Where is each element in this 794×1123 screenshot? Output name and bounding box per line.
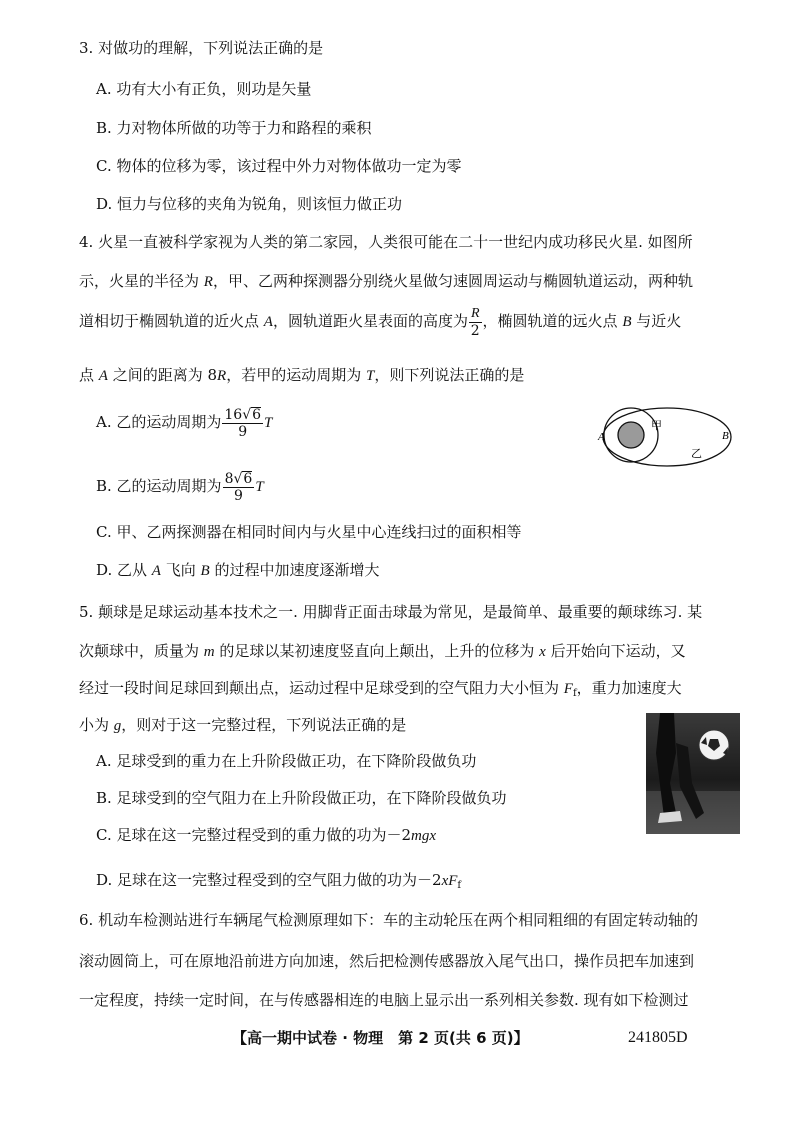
fraction-r-over-2: $\frac{R}{2}$: [470, 305, 480, 339]
fraction-16-root6-over-9: $\frac{16√6}{9}$: [224, 406, 262, 440]
q3-option-d: D. 恒力与位移的夹角为锐角，则该恒力做正功: [96, 195, 403, 213]
q5-stem-line3: 经过一段时间足球回到颠出点，运动过程中足球受到的空气阻力大小恒为 $F_f$，重力加速度大: [79, 679, 682, 699]
soccer-photo-art: [646, 713, 740, 834]
q5-stem-line1: 5. 颠球是足球运动基本技术之一. 用脚背正面击球最为常见，是最简单、最重要的颠球练习. 某: [79, 603, 703, 621]
q4-stem-line3: 道相切于椭圆轨道的近火点 A，圆轨道距火星表面的高度为 $\frac{R}{2}$ ，椭圆轨道的远火点 B 与近火: [79, 305, 682, 339]
page-footer: 【高一期中试卷 · 物理 第 2 页(共 6 页)】: [232, 1029, 529, 1047]
q4-stem-line2: 示，火星的半径为 R，甲、乙两种探测器分别绕火星做匀速圆周运动与椭圆轨道运动，两种轨: [79, 272, 693, 290]
q3-stem: 3. 对做功的理解，下列说法正确的是: [79, 39, 324, 57]
q4-option-a: A. 乙的运动周期为 $\frac{16√6}{9}$ T: [96, 406, 273, 440]
probe-yi-label: 乙: [691, 447, 702, 460]
mars-planet: [618, 422, 644, 448]
q6-stem-line1: 6. 机动车检测站进行车辆尾气检测原理如下：车的主动轮压在两个相同粗细的有固定转动轴的: [79, 911, 699, 929]
q6-stem-line3: 一定程度，持续一定时间，在与传感器相连的电脑上显示出一系列相关参数. 现有如下检测过: [79, 991, 689, 1009]
q3-option-a: A. 功有大小有正负，则功是矢量: [96, 80, 312, 98]
soccer-photo: [646, 713, 740, 834]
paper-code: 241805D: [628, 1029, 688, 1046]
q6-stem-line2: 滚动圆筒上，可在原地沿前进方向加速，然后把检测传感器放入尾气出口，操作员把车加速到: [79, 952, 695, 970]
point-a-label: A: [598, 431, 605, 443]
orbit-diagram: [594, 404, 744, 474]
q4-option-d: D. 乙从 A 飞向 B 的过程中加速度逐渐增大: [96, 561, 380, 579]
q4-stem-line4: 点 A 之间的距离为 8R，若甲的运动周期为 T，则下列说法正确的是: [79, 366, 525, 384]
q4-stem-line1: 4. 火星一直被科学家视为人类的第二家园，人类很可能在二十一世纪内成功移民火星. 如图所: [79, 233, 693, 251]
q4-option-b: B. 乙的运动周期为 $\frac{8√6}{9}$ T: [96, 470, 264, 504]
q4-option-c: C. 甲、乙两探测器在相同时间内与火星中心连线扫过的面积相等: [96, 523, 522, 541]
q5-option-b: B. 足球受到的空气阻力在上升阶段做正功，在下降阶段做负功: [96, 789, 507, 807]
q5-option-a: A. 足球受到的重力在上升阶段做正功，在下降阶段做负功: [96, 752, 477, 770]
q5-stem-line2: 次颠球中，质量为 m 的足球以某初速度竖直向上颠出，上升的位移为 x 后开始向下运动，又: [79, 642, 686, 660]
q5-option-c: C. 足球在这一完整过程受到的重力做的功为－2mgx: [96, 826, 437, 844]
fraction-8-root6-over-9: $\frac{8√6}{9}$: [224, 470, 253, 504]
q3-option-c: C. 物体的位移为零，该过程中外力对物体做功一定为零: [96, 157, 462, 175]
probe-jia-label: 甲: [651, 419, 662, 432]
q3-option-b: B. 力对物体所做的功等于力和路程的乘积: [96, 119, 372, 137]
q5-stem-line4: 小为 g，则对于这一完整过程，下列说法正确的是: [79, 716, 407, 734]
point-b-label: B: [722, 430, 729, 442]
q5-option-d: D. 足球在这一完整过程受到的空气阻力做的功为$-2xF_f$: [96, 871, 462, 891]
